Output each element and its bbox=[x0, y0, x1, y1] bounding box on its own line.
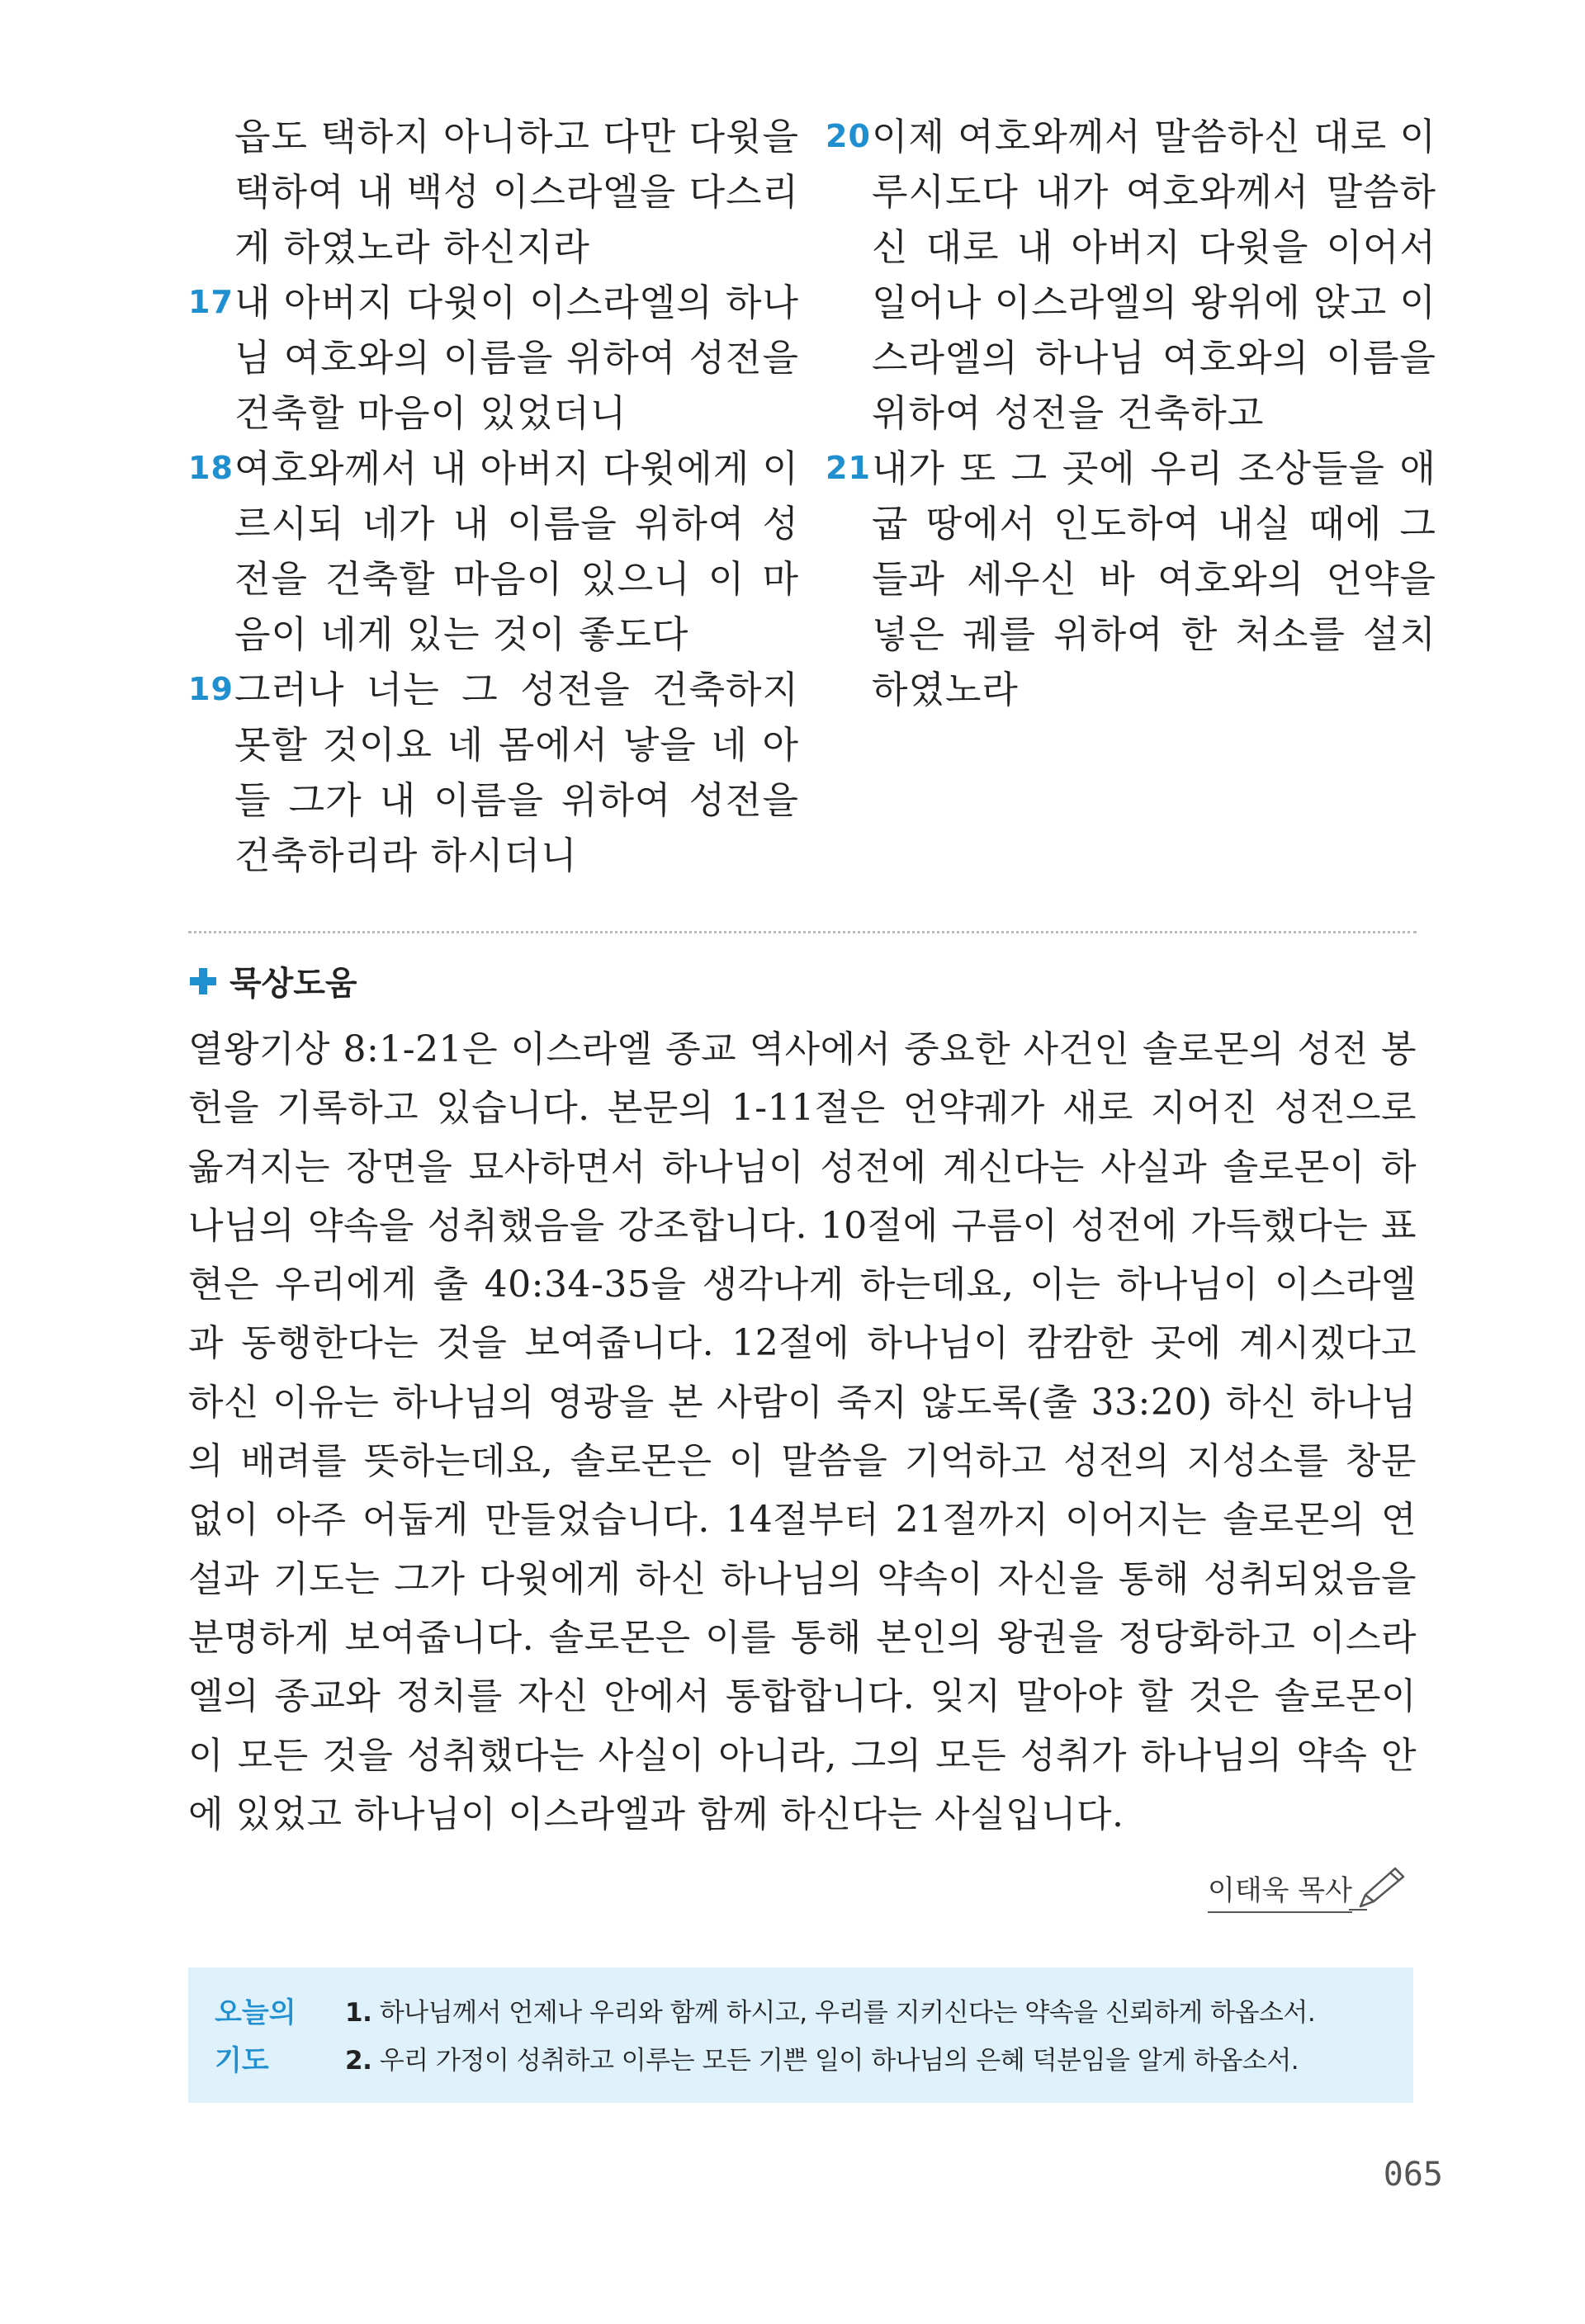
prayer-title bbox=[215, 1989, 296, 2085]
prayer-item bbox=[345, 1989, 1393, 2037]
verse-19 bbox=[188, 662, 799, 883]
prayer-item-text: 하나님께서 언제나 우리와 함께 하시고, 우리를 지키신다는 약속을 신뢰하게 하옵소서. bbox=[379, 1998, 1316, 2028]
verse-20 bbox=[826, 109, 1436, 441]
author-name: 이태욱 목사 bbox=[1208, 1868, 1352, 1913]
pencil-icon bbox=[1349, 1863, 1410, 1913]
author-signature bbox=[1208, 1863, 1410, 1913]
verse-number: 18 bbox=[188, 450, 234, 486]
verse-21 bbox=[826, 441, 1436, 717]
prayer-title-line: 기도 bbox=[215, 2044, 269, 2077]
prayer-item bbox=[345, 2037, 1393, 2085]
verse-number: 20 bbox=[826, 118, 871, 154]
verse-text: 읍도 택하지 아니하고 다만 다윗을 택하여 내 백성 이스라엘을 다스리게 하였노라 하신지라 bbox=[234, 115, 799, 269]
page-number: 065 bbox=[1383, 2156, 1443, 2194]
verse-text: 내가 또 그 곳에 우리 조상들을 애굽 땅에서 인도하여 내실 때에 그들과 세우신 바 여호와의 언약을 넣은 궤를 위하여 한 처소를 설치하였노라 bbox=[872, 446, 1436, 711]
meditation-heading bbox=[188, 957, 357, 1004]
dotted-divider bbox=[188, 931, 1417, 933]
prayer-item-text: 우리 가정이 성취하고 이루는 모든 기쁜 일이 하나님의 은혜 덕분임을 알게 하옵소서. bbox=[379, 2046, 1299, 2076]
verse-18 bbox=[188, 441, 799, 662]
meditation-heading-text: 묵상도움 bbox=[229, 965, 357, 1003]
verse-text: 내 아버지 다윗이 이스라엘의 하나님 여호와의 이름을 위하여 성전을 건축할 마음이 있었더니 bbox=[234, 281, 799, 435]
prayer-title-line: 오늘의 bbox=[215, 1996, 296, 2029]
verse-number: 21 bbox=[826, 450, 871, 486]
prayer-item-number: 1. bbox=[345, 1998, 372, 2028]
verse-number: 17 bbox=[188, 284, 234, 320]
plus-icon bbox=[188, 966, 218, 996]
verse-number: 19 bbox=[188, 671, 234, 707]
verse-column-right bbox=[826, 109, 1436, 717]
prayer-list bbox=[345, 1989, 1393, 2085]
verse-continuation bbox=[188, 109, 799, 275]
meditation-body: 열왕기상 8:1-21은 이스라엘 종교 역사에서 중요한 사건인 솔로몬의 성전 봉헌을 기록하고 있습니다. 본문의 1-11절은 언약궤가 새로 지어진 성전으로 옮겨지는 장면을 묘사하면서 하나님이 성전에 계신다는 사실과 솔로몬이 하나님의 약속을 성취했음을 강조합니다. 10절에 구름이 성전에 가득했다는 표현은 우리에게 출 40:34-35을 생각나게 하는데요, 이는 하나님이 이스라엘과 동행한다는 것을 보여줍니다. 12절에 하나님이 캄캄한 곳에 계시겠다고 하신 이유는 하나님의 영광을 본 사람이 죽지 않도록(출 33:20) 하신 하나님의 배려를 뜻하는데요, 솔로몬은 이 말씀을 기억하고 성전의 지성소를 창문 없이 아주 어둡게 만들었습니다. 14절부터 21절까지 이어지는 솔로몬의 연설과 기도는 그가 다윗에게 하신 하나님의 약속이 자신을 통해 성취되었음을 분명하게 보여줍니다. 솔로몬은 이를 통해 본인의 왕권을 정당화하고 이스라엘의 종교와 정치를 자신 안에서 통합합니다. 잊지 말아야 할 것은 솔로몬이 이 모든 것을 성취했다는 사실이 아니라, 그의 모든 성취가 하나님의 약속 안에 있었고 하나님이 이스라엘과 함께 하신다는 사실입니다. bbox=[188, 1028, 1417, 1835]
verse-text: 그러나 너는 그 성전을 건축하지 못할 것이요 네 몸에서 낳을 네 아들 그가 내 이름을 위하여 성전을 건축하리라 하시더니 bbox=[234, 668, 799, 877]
verse-text: 이제 여호와께서 말씀하신 대로 이루시도다 내가 여호와께서 말씀하신 대로 내 아버지 다윗을 이어서 일어나 이스라엘의 왕위에 앉고 이스라엘의 하나님 여호와의 이름을 위하여 성전을 건축하고 bbox=[872, 115, 1436, 435]
prayer-box bbox=[188, 1967, 1413, 2103]
verse-text: 여호와께서 내 아버지 다윗에게 이르시되 네가 내 이름을 위하여 성전을 건축할 마음이 있으니 이 마음이 네게 있는 것이 좋도다 bbox=[234, 446, 799, 656]
verse-column-left bbox=[188, 109, 799, 883]
prayer-item-number: 2. bbox=[345, 2046, 372, 2076]
verse-17 bbox=[188, 275, 799, 441]
